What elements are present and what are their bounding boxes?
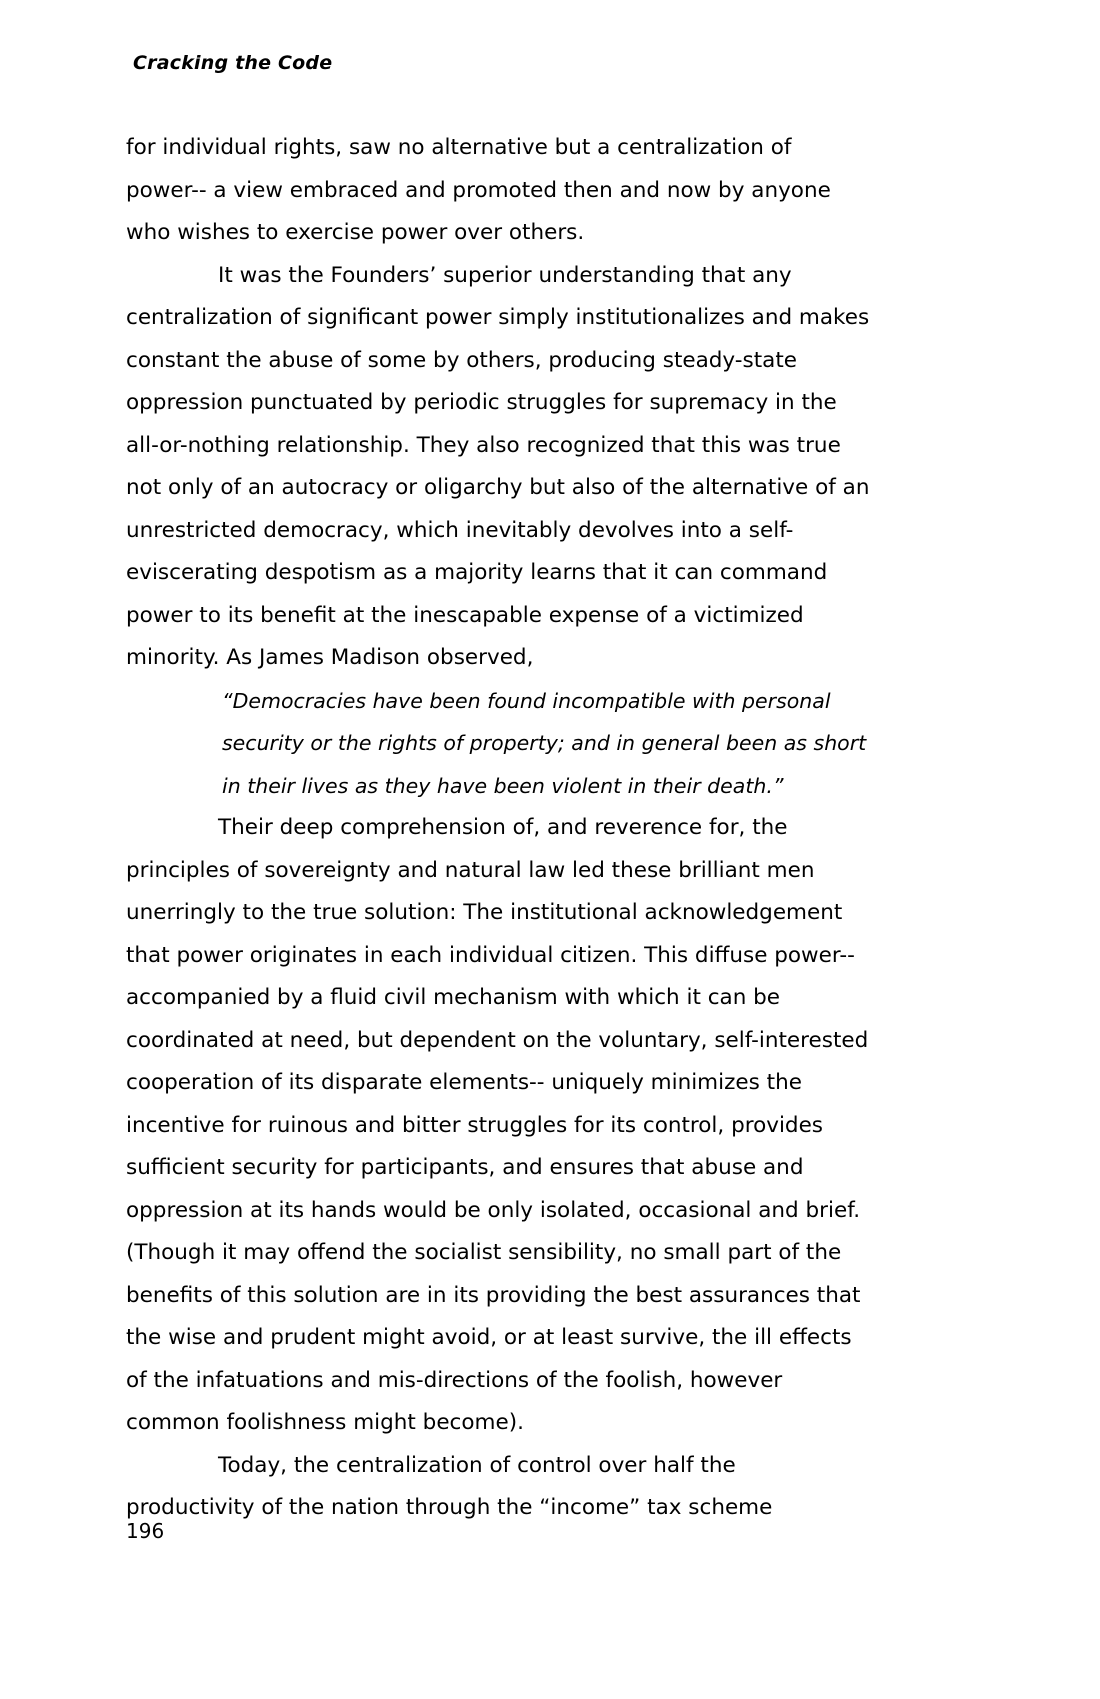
paragraph-continuation: for individual rights, saw no alternative but a centralization of power-- a view embraced and promoted then and now by anyone who wishes to exercise power over others. bbox=[126, 135, 831, 245]
body-text-block bbox=[126, 127, 871, 1530]
running-head: Cracking the Code bbox=[133, 52, 333, 74]
page-number: 196 bbox=[126, 1519, 165, 1543]
paragraph: Their deep comprehension of, and reverence for, the principles of sovereignty and natural law led these brilliant men unerringly to the true solution: The institutional acknowledgement that power originates in each individual citizen. This diffuse power-- accompanied by a fluid civil mechanism with which it can be coordinated at need, but dependent on the voluntary, self-interested cooperation of its disparate elements-- uniquely minimizes the incentive for ruinous and bitter struggles for its control, provides sufficient security for participants, and ensures that abuse and oppression at its hands would be only isolated, occasional and brief. (Though it may offend the socialist sensibility, no small part of the benefits of this solution are in its providing the best assurances that the wise and prudent might avoid, or at least survive, the ill effects of the infatuations and mis-directions of the foolish, however common foolishness might become). bbox=[126, 815, 869, 1435]
blockquote-madison: “Democracies have been found incompatible with personal security or the rights of property; and in general been as short in their lives as they have been violent in their death.” bbox=[222, 688, 867, 798]
paragraph: Today, the centralization of control over half the productivity of the nation through the “income” tax scheme bbox=[126, 1452, 773, 1520]
paragraph: It was the Founders’ superior understanding that any centralization of significant power simply institutionalizes and makes constant the abuse of some by others, producing steady-state oppression punctuated by periodic struggles for supremacy in the all-or-nothing relationship. They also recognized that this was true not only of an autocracy or oligarchy but also of the alternative of an unrestricted democracy, which inevitably devolves into a self-eviscerating despotism as a majority learns that it can command power to its benefit at the inescapable expense of a victimized minority. As James Madison observed, bbox=[126, 262, 870, 670]
